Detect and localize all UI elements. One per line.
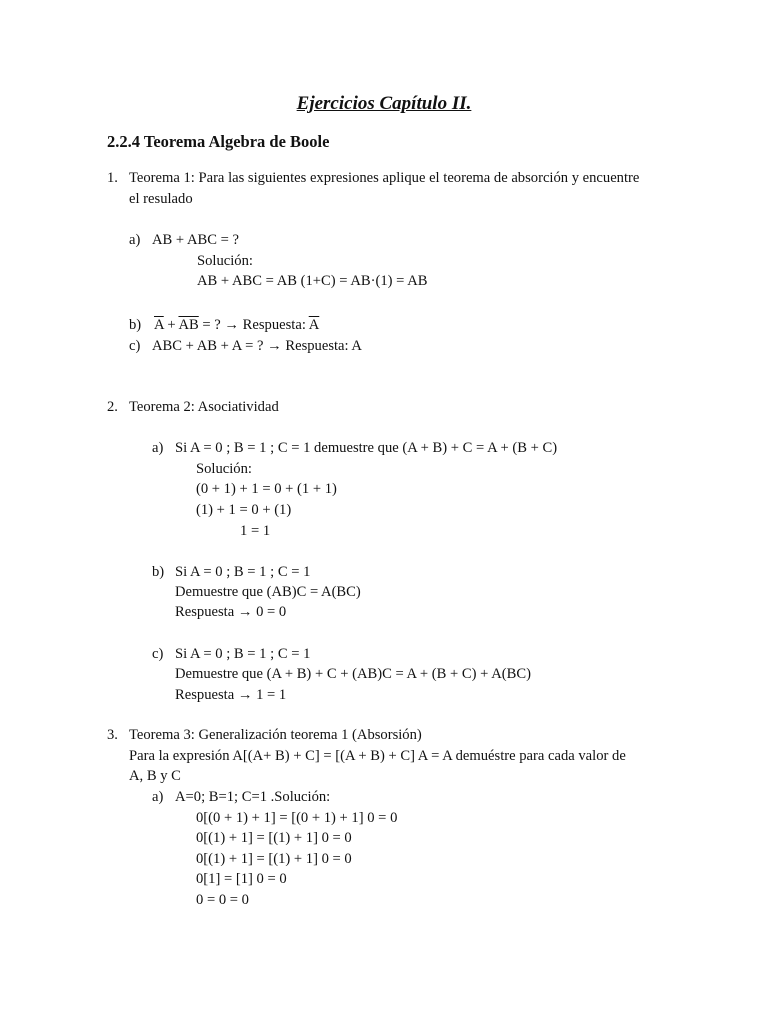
ex1a-solution-label: Solución: xyxy=(197,253,253,269)
ex3a-step1: 0[(0 + 1) + 1] = [(0 + 1) + 1] 0 = 0 xyxy=(196,810,398,826)
ex1a-label: a) xyxy=(129,232,141,248)
ex2c-line2: Demuestre que (A + B) + C + (AB)C = A + (B + C) + A(BC) xyxy=(175,666,531,682)
ex2a-label: a) xyxy=(152,440,164,456)
page-title: Ejercicios Capítulo II. xyxy=(296,93,472,114)
ex1b-label: b) xyxy=(129,317,142,333)
ex2c-line1: Si A = 0 ; B = 1 ; C = 1 xyxy=(175,646,311,662)
ex1-text-line1: Teorema 1: Para las siguientes expresiones aplique el teorema de absorción y encuentre xyxy=(129,170,640,186)
ex2a-step3: 1 = 1 xyxy=(240,523,271,539)
ex2a-step2: (1) + 1 = 0 + (1) xyxy=(196,502,292,518)
ex1c-text: ABC + AB + A = ? → Respuesta: A xyxy=(152,338,362,354)
ex3-text-line3: A, B y C xyxy=(129,768,181,784)
ex1a-expression: AB + ABC = ? xyxy=(152,232,240,248)
ex3a-step4: 0[1] = [1] 0 = 0 xyxy=(196,871,287,887)
ex1-text-line2: el resulado xyxy=(129,191,193,207)
ex2-text: Teorema 2: Asociatividad xyxy=(129,399,279,415)
ex3a-label: a) xyxy=(152,789,164,805)
ex1c-label: c) xyxy=(129,338,141,354)
ex3a-step2: 0[(1) + 1] = [(1) + 1] 0 = 0 xyxy=(196,830,352,846)
ex1b-answer: $\overline{A}$ xyxy=(308,317,320,333)
section-heading: 2.2.4 Teorema Algebra de Boole xyxy=(107,132,330,151)
ex3-text-line2: Para la expresión A[(A+ B) + C] = [(A + B) + C] A = A demuéstre para cada valor de xyxy=(129,748,626,764)
ex2a-step1: (0 + 1) + 1 = 0 + (1 + 1) xyxy=(196,481,337,497)
ex1a-solution: AB + ABC = AB (1+C) = AB·(1) = AB xyxy=(197,273,428,289)
ex3a-step5: 0 = 0 = 0 xyxy=(196,892,249,908)
ex1-number: 1. xyxy=(107,170,118,186)
ex2-number: 2. xyxy=(107,399,118,415)
ex1b-plus: + xyxy=(163,317,179,333)
ex2b-line1: Si A = 0 ; B = 1 ; C = 1 xyxy=(175,564,311,580)
ex1b-var-ab-negated: $\overline{AB}$ xyxy=(178,317,199,333)
ex2b-line2: Demuestre que (AB)C = A(BC) xyxy=(175,584,361,600)
ex2c-answer: Respuesta → 1 = 1 xyxy=(175,687,287,703)
ex2b-answer: Respuesta → 0 = 0 xyxy=(175,604,287,620)
ex2a-solution-label: Solución: xyxy=(196,461,252,477)
ex3a-line1: A=0; B=1; C=1 .Solución: xyxy=(175,789,331,805)
ex2b-label: b) xyxy=(152,564,165,580)
ex3-text-line1: Teorema 3: Generalización teorema 1 (Absorsión) xyxy=(129,727,422,743)
ex2c-label: c) xyxy=(152,646,164,662)
ex1b-var-a-negated: $\overline{A}$ xyxy=(154,317,164,333)
ex2a-line1: Si A = 0 ; B = 1 ; C = 1 demuestre que (A + B) + C = A + (B + C) xyxy=(175,440,558,456)
ex1b-equals: = ? → Respuesta: xyxy=(198,317,309,333)
ex3-number: 3. xyxy=(107,727,118,743)
ex1b-expression xyxy=(154,316,319,334)
ex3a-step3: 0[(1) + 1] = [(1) + 1] 0 = 0 xyxy=(196,851,352,867)
